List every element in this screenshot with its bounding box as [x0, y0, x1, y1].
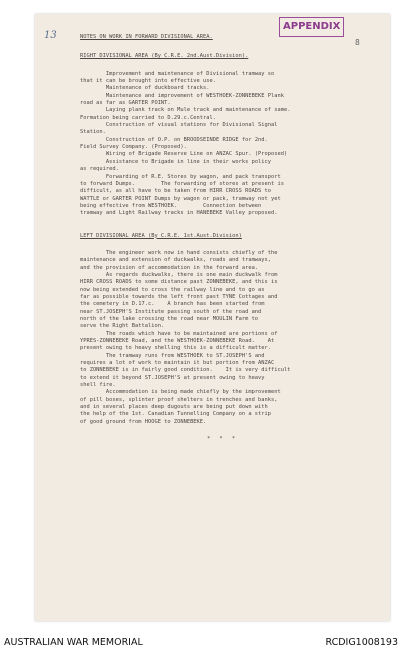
document-body — [80, 34, 365, 444]
end-marks: * * * — [206, 436, 239, 443]
handwritten-page-number: 13 — [44, 30, 57, 41]
right-area-heading: RIGHT DIVISIONAL AREA (By C.R.E. 2nd.Aust.Division). — [80, 53, 249, 60]
right-area-text: Improvement and maintenance of Divisional tramway so that it can be brought into effective use. Maintenance of duckboard tracks. Maintenance and improvement of WESTHOEK-ZONNEBEKE Plank road as far as GARTER POINT. Laying plank track on Mule track and maintenance of same. Formation being carried to D.29.c.Central. Construction of visual stations for Divisional Signal Station. Construction of O.P. on BROODSEINDE RIDGE for 2nd. Field Survey Company. (Proposed). Wiring of Brigade Reserve Line on ANZAC Spur. (Proposed) Assistance to Brigade in line in their works policy as required. Forwarding of R.E. Stores by wagon, and pack transport to forward Dumps. The forwarding of stores at present is difficult, as all have to be taken from HIRR CROSS ROADS to WATTLE or GARTER POINT Dumps by wagon or pack, tramway not yet being effective from WESTHOEK. Connection between tramway and Light Railway tracks in HANEBEKE Valley proposed. — [80, 70, 291, 217]
footer-source: AUSTRALIAN WAR MEMORIAL — [4, 637, 143, 648]
footer-id: RCDIG1008193 — [325, 637, 398, 648]
archive-footer — [0, 633, 404, 653]
appendix-stamp: APPENDIX — [279, 17, 344, 37]
typed-page-number: 8 — [355, 38, 360, 47]
left-area-text: The engineer work now in hand consists chiefly of the maintenance and extension of duckwalks, roads and tramways, and the provision of accommodation in the forward area. As regards duckwalks, there is one main duckwalk from HIRR CROSS ROADS to some distance past ZONNEBEKE, and this is now being extended to cross the railway line and to go as far as possible towards the left front past TYNE Cottages and the cemetery in D.17.c. A branch has been started from near ST.JOSEPH'S Institute passing south of the road and north of the lake crossing the road near MOULIN Farm to serve the Right Battalion. The roads which have to be maintained are portions of YPRES-ZONNEBEKE Road, and the WESTHOEK-ZONNEBEKE Road. At present owing to heavy shelling this is a difficult matter. The tramway runs from WESTHOEK to ST.JOSEPH'S and requires a lot of work to maintain it but portion from ANZAC to ZONNEBEKE is in fairly good condition. It is very difficult to extend it beyond ST.JOSEPH'S at present owing to heavy shell fire. Accommodation is being made chiefly by the improvement of pill boxes, splinter proof shelters in trenches and banks, and in several places deep dugouts are being put down with the help of the 1st. Canadian Tunnelling Company on a strip of good ground from HOOGE to ZONNEBEKE. — [80, 249, 291, 425]
left-area-heading: LEFT DIVISIONAL AREA (By C.R.E. 1st.Aust.Division) — [80, 232, 242, 239]
document-title: NOTES ON WORK IN FORWARD DIVISIONAL AREA. — [80, 34, 213, 40]
